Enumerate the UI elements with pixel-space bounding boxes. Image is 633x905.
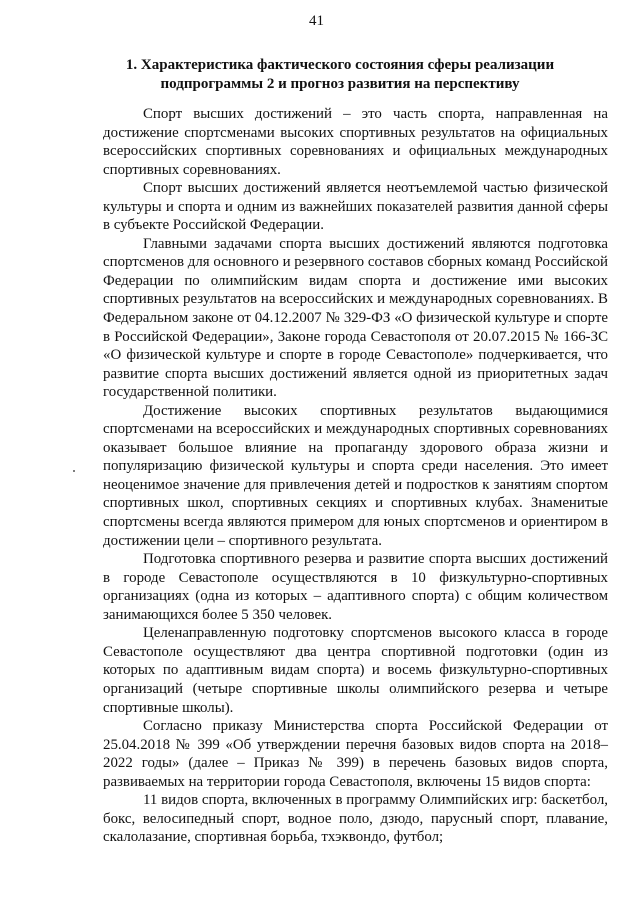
page-number: 41 — [309, 13, 324, 29]
paragraph: Главными задачами спорта высших достижений являются подготовка спортсменов для основного и резервного составов сборных команд Российской Федерации по олимпийским видам спорта и достижение ими высоких спортивных результатов на всероссийских и международных соревнованиях. В Федеральном законе от 04.12.2007 № 329-ФЗ «О физической культуре и спорте в Российской Федерации», Законе города Севастополя от 20.07.2015 № 166-ЗС «О физической культуре и спорте в городе Севастополе» подчеркивается, что развитие спорта высших достижений является одной из приоритетных задач государственной политики. — [103, 235, 608, 401]
scan-speck — [73, 470, 75, 472]
body-text — [103, 105, 608, 847]
paragraph: Спорт высших достижений – это часть спорта, направленная на достижение спортсменами высоких спортивных результатов на официальных всероссийских спортивных соревнованиях и официальных международных спортивных соревнованиях. — [103, 106, 608, 178]
paragraph: Подготовка спортивного резерва и развитие спорта высших достижений в городе Севастополе осуществляются в 10 физкультурно-спортивных организациях (одна из которых – адаптивного спорта) с общим количеством занимающихся более 5 350 человек. — [103, 551, 608, 623]
paragraph: Целенаправленную подготовку спортсменов высокого класса в городе Севастополе осуществляют два центра спортивной подготовки (один из которых по адаптивным видам спорта) и восемь физкультурно-спортивных организаций (четыре спортивные школы олимпийского резерва и четыре спортивные школы). — [103, 625, 608, 716]
paragraph: Согласно приказу Министерства спорта Российской Федерации от 25.04.2018 № 399 «Об утверждении перечня базовых видов спорта на 2018–2022 годы» (далее – Приказ № 399) в перечень базовых видов спорта, развиваемых на территории города Севастополя, включены 15 видов спорта: — [103, 718, 608, 790]
section-heading-line-1: 1. Характеристика фактического состояния сферы реализации — [125, 57, 555, 73]
section-heading-line-2: подпрограммы 2 и прогноз развития на перспективу — [160, 76, 520, 92]
paragraph: Достижение высоких спортивных результатов выдающимися спортсменами на всероссийских и международных спортивных соревнованиях оказывает большое влияние на пропаганду здорового образа жизни и популяризацию физической культуры и спорта среди населения. Это имеет неоценимое значение для привлечения детей и подростков к занятиям спортом спортивных школ, спортивных секциях и спортивных клубах. Знаменитые спортсмены всегда являются примером для юных спортсменов и ориентиром в достижении цели – спортивного результата. — [103, 402, 608, 549]
section-heading — [110, 56, 570, 94]
paragraph: Спорт высших достижений является неотъемлемой частью физической культуры и спорта и одним из важнейших показателей развития данной сферы в субъекте Российской Федерации. — [103, 180, 608, 234]
paragraph: 11 видов спорта, включенных в программу Олимпийских игр: баскетбол, бокс, велосипедный спорт, водное поло, дзюдо, парусный спорт, плавание, скалолазание, спортивная борьба, тхэквондо, футбол; — [103, 792, 608, 846]
